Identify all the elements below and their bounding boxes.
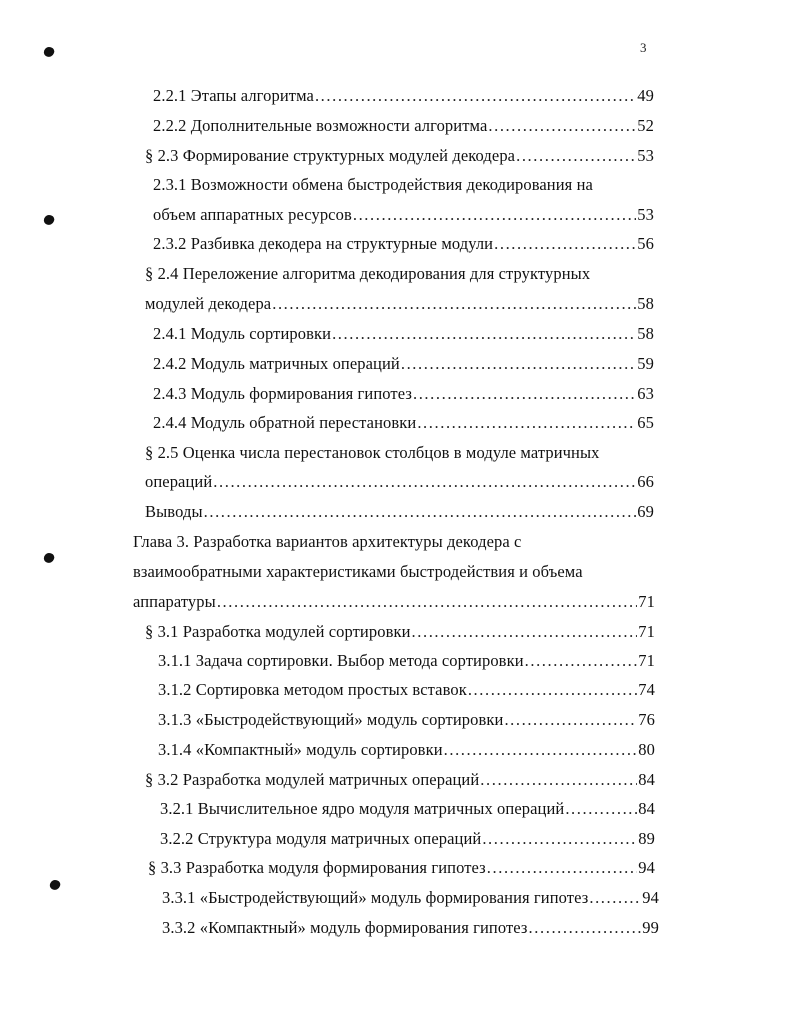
toc-entry-title: 2.3.2 Разбивка декодера на структурные модули [153,234,494,253]
toc-dot-leader [487,858,638,878]
toc-entry [145,622,655,642]
toc-dot-leader [565,799,637,819]
toc-entry-page: 69 [637,502,654,521]
toc-entry [153,175,593,195]
toc-dot-leader [504,710,637,730]
toc-entry-title: 3.1.4 «Компактный» модуль сортировки [158,740,443,759]
toc-dot-leader [412,622,638,642]
toc-entry-page: 53 [637,146,654,165]
toc-entry-title: § 3.3 Разработка модуля формирования гипотез [148,858,486,877]
toc-entry-title: § 2.4 Переложение алгоритма декодирования для структурных [145,264,591,283]
toc-entry-page: 63 [637,384,654,403]
toc-entry-title: § 3.2 Разработка модулей матричных операций [145,770,480,789]
toc-entry-page: 94 [642,888,659,907]
toc-entry [162,888,659,908]
toc-entry-title: § 3.1 Разработка модулей сортировки [145,622,411,641]
toc-entry-title: 3.1.2 Сортировка методом простых вставок [158,680,467,699]
toc-entry-title: § 2.5 Оценка числа перестановок столбцов в модуле матричных [145,443,600,462]
toc-entry-page: 66 [637,472,654,491]
toc-entry [145,264,590,284]
toc-entry [160,799,655,819]
toc-entry-title: 2.2.2 Дополнительные возможности алгоритма [153,116,488,135]
toc-dot-leader [315,86,636,106]
toc-entry-page: 52 [637,116,654,135]
toc-entry [145,770,655,790]
toc-entry-title: Выводы [145,502,203,521]
toc-dot-leader [213,472,636,492]
punch-hole-mark [43,552,56,565]
toc-entry [133,592,655,612]
toc-entry [145,146,654,166]
toc-entry-title: 3.1.1 Задача сортировки. Выбор метода сортировки [158,651,524,670]
toc-entry-page: 59 [637,354,654,373]
toc-entry [158,740,655,760]
toc-entry [162,918,659,938]
toc-entry [158,680,655,700]
toc-entry [153,234,654,254]
toc-entry-title: 2.4.3 Модуль формирования гипотез [153,384,412,403]
toc-entry-title: 2.4.4 Модуль обратной перестановки [153,413,417,432]
punch-hole-mark [49,879,62,892]
toc-dot-leader [488,116,636,136]
toc-entry-title: 3.2.2 Структура модуля матричных операций [160,829,482,848]
toc-entry [145,443,600,463]
toc-entry [133,562,583,582]
toc-dot-leader [494,234,636,254]
toc-entry [160,829,655,849]
toc-entry-page: 49 [637,86,654,105]
toc-entry [153,86,654,106]
toc-dot-leader [417,413,636,433]
toc-entry-title: 2.4.1 Модуль сортировки [153,324,332,343]
toc-dot-leader [516,146,636,166]
toc-dot-leader [525,651,638,671]
toc-dot-leader [413,384,636,404]
toc-entry [158,651,655,671]
toc-entry-page: 58 [637,294,654,313]
toc-entry [158,710,655,730]
toc-entry [153,205,654,225]
toc-entry-page: 84 [638,799,655,818]
toc-entry-title: операций [145,472,213,491]
toc-dot-leader [332,324,636,344]
toc-entry-title: 2.3.1 Возможности обмена быстродействия декодирования на [153,175,593,194]
toc-entry-page: 76 [638,710,655,729]
toc-entry [153,324,654,344]
toc-entry-page: 94 [638,858,655,877]
toc-entry-title: § 2.3 Формирование структурных модулей декодера [145,146,516,165]
toc-dot-leader [444,740,638,760]
toc-dot-leader [204,502,637,522]
toc-entry [145,472,654,492]
toc-entry [133,532,521,552]
toc-dot-leader [272,294,636,314]
toc-entry-title: 3.3.1 «Быстродействующий» модуль формирования гипотез [162,888,589,907]
toc-entry [153,384,654,404]
toc-dot-leader [217,592,637,612]
toc-entry-title: аппаратуры [133,592,216,611]
toc-dot-leader [480,770,637,790]
toc-entry-title: модулей декодера [145,294,272,313]
toc-entry-title: 2.2.1 Этапы алгоритма [153,86,314,105]
toc-dot-leader [468,680,637,700]
toc-dot-leader [353,205,636,225]
toc-dot-leader [401,354,636,374]
toc-entry-page: 99 [642,918,659,937]
toc-entry-title: 2.4.2 Модуль матричных операций [153,354,400,373]
toc-entry-page: 89 [638,829,655,848]
toc-entry-title: Глава 3. Разработка вариантов архитектуры декодера с [133,532,522,551]
toc-entry [145,294,654,314]
toc-entry-title: 3.3.2 «Компактный» модуль формирования гипотез [162,918,528,937]
toc-entry-title: объем аппаратных ресурсов [153,205,352,224]
toc-entry-title: 3.1.3 «Быстродействующий» модуль сортировки [158,710,504,729]
toc-dot-leader [482,829,637,849]
toc-entry-page: 71 [638,622,655,641]
toc-entry-page: 84 [638,770,655,789]
toc-entry [153,354,654,374]
toc-entry [153,413,654,433]
toc-entry-title: 3.2.1 Вычислительное ядро модуля матричных операций [160,799,565,818]
toc-dot-leader [589,888,641,908]
toc-entry [148,858,655,878]
toc-entry-page: 56 [637,234,654,253]
toc-entry [153,116,654,136]
punch-hole-mark [43,214,56,227]
toc-entry-page: 65 [637,413,654,432]
page-number: 3 [640,40,647,55]
toc-entry-page: 71 [638,592,655,611]
toc-entry-page: 53 [637,205,654,224]
toc-entry [145,502,654,522]
toc-entry-title: взаимообратными характеристиками быстродействия и объема [133,562,583,581]
punch-hole-mark [43,46,56,59]
toc-entry-page: 58 [637,324,654,343]
toc-dot-leader [529,918,642,938]
toc-entry-page: 74 [638,680,655,699]
toc-entry-page: 80 [638,740,655,759]
toc-entry-page: 71 [638,651,655,670]
